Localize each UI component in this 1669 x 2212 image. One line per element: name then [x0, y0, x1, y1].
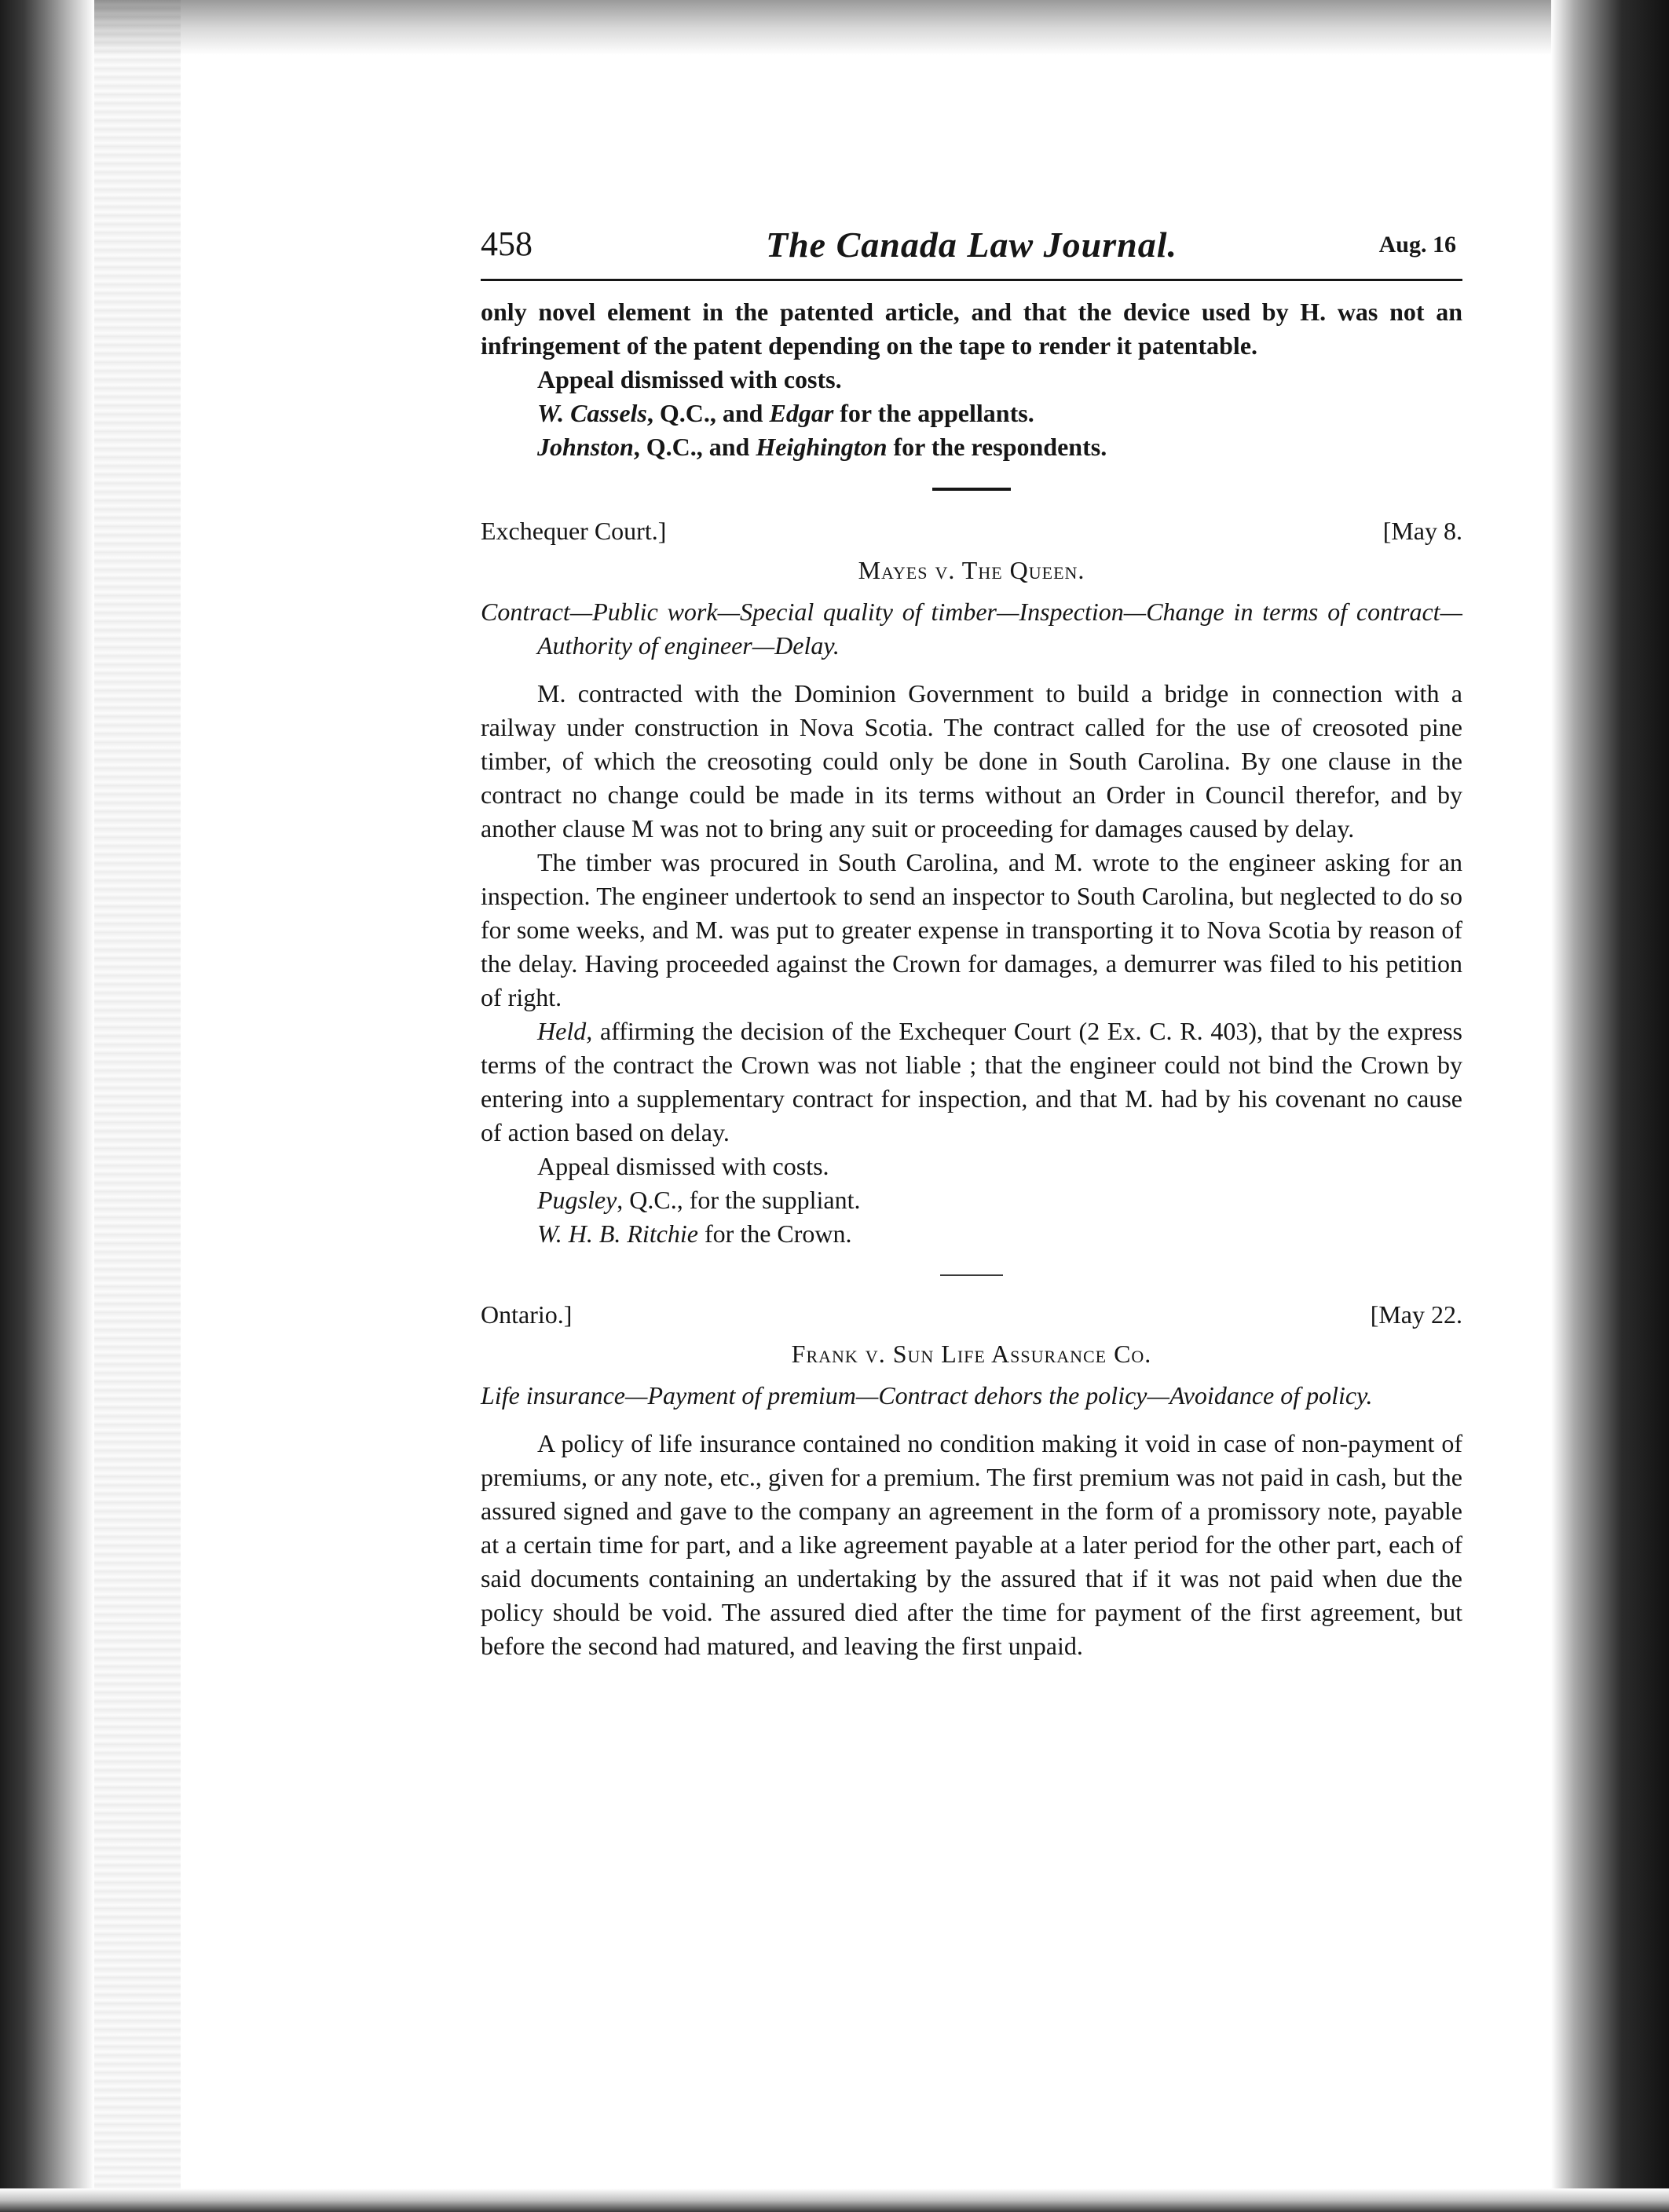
- held-text: affirming the decision of the Exchequer Court (2 Ex. C. R. 403), that by the express terms of the contract the Crown was not liable ; that the engineer could not bind the Crown by entering into a supplementary contract for inspection, and that M. had by his covenant no cause of action based on delay.: [481, 1017, 1462, 1146]
- continuation-paragraph: only novel element in the patented article, and that the device used by H. was not an infringement of the patent depending on the tape to render it patentable.: [481, 298, 1462, 360]
- court-name: Exchequer Court.]: [481, 517, 667, 545]
- counsel-name: Edgar: [769, 399, 834, 427]
- decision-date: [May 22.: [1370, 1300, 1462, 1329]
- case-title: Frank v. Sun Life Assurance Co.: [791, 1340, 1152, 1368]
- headnote: Contract—Public work—Special quality of timber—Inspection—Change in terms of contract—Authority of engineer—Delay.: [481, 598, 1462, 660]
- counsel-appellants-line: [481, 397, 1462, 430]
- counsel-text: , Q.C., and: [646, 399, 770, 427]
- counsel-text: , Q.C., and: [633, 433, 756, 461]
- counsel-name: W. Cassels: [537, 399, 647, 427]
- journal-title: The Canada Law Journal.: [766, 225, 1177, 265]
- scan-binding-shadow: [0, 0, 94, 2212]
- disposition-line: Appeal dismissed with costs.: [537, 365, 842, 393]
- counsel-suppliant-line: [481, 1183, 1462, 1217]
- counsel-text: for the appellants.: [833, 399, 1034, 427]
- section-divider: [932, 488, 1011, 491]
- counsel-name: W. H. B. Ritchie: [537, 1219, 698, 1248]
- body-paragraph: A policy of life insurance contained no condition making it void in case of non-payment of premiums, or any note, etc., given for a premium. The first premium was not paid in cash, but the assured signed and gave to the company an agreement in the form of a promissory note, payable at a certain time for part, and a like agreement payable at a later period for the other part, each of said documents containing an undertaking by the assured that if it was not paid when due the policy should be void. The assured died after the time for payment of the first agreement, but before the second had matured, and leaving the first unpaid.: [481, 1429, 1462, 1660]
- body-paragraph: M. contracted with the Dominion Government to build a bridge in connection with a railway under construction in Nova Scotia. The contract called for the use of creosoted pine timber, of which the creosoting could only be done in South Carolina. By one clause in the contract no change could be made in its terms without an Order in Council therefor, and by another clause M was not to bring any suit or proceeding for damages caused by delay.: [481, 679, 1462, 843]
- counsel-name: Heighington: [756, 433, 888, 461]
- held-paragraph: [481, 1015, 1462, 1150]
- body-paragraph: The timber was procured in South Carolina, and M. wrote to the engineer asking for an inspection. The engineer undertook to send an inspector to South Carolina, but neglected to do so for some weeks, and M. was put to greater expense in transporting it to Nova Scotia by reason of the delay. Having proceeded against the Crown for damages, a demurrer was filed to his petition of right.: [481, 848, 1462, 1011]
- court-line: [481, 514, 1462, 552]
- scan-top-edge: [0, 0, 1669, 55]
- counsel-crown-line: [481, 1217, 1462, 1251]
- journal-page: [481, 224, 1462, 1663]
- section-divider: [940, 1274, 1003, 1276]
- scan-bottom-edge: [0, 2188, 1669, 2212]
- running-head: [481, 224, 1462, 281]
- headnote: Life insurance—Payment of premium—Contract dehors the policy—Avoidance of policy.: [481, 1381, 1373, 1409]
- court-line: [481, 1298, 1462, 1336]
- counsel-name: Johnston: [537, 433, 634, 461]
- page-content: [481, 295, 1462, 1663]
- counsel-text: for the Crown.: [698, 1219, 852, 1248]
- decision-date: [May 8.: [1382, 517, 1462, 545]
- case-title: Mayes v. The Queen.: [858, 556, 1085, 584]
- scan-right-edge: [1551, 0, 1669, 2212]
- counsel-respondents-line: [481, 430, 1462, 464]
- counsel-text: , Q.C., for the suppliant.: [617, 1186, 861, 1214]
- held-word: Held,: [537, 1017, 593, 1045]
- page-number: 458: [481, 225, 533, 263]
- issue-date: Aug. 16: [1378, 232, 1456, 258]
- counsel-name: Pugsley: [537, 1186, 617, 1214]
- disposition-line: Appeal dismissed with costs.: [537, 1152, 829, 1180]
- counsel-text: for the respondents.: [887, 433, 1107, 461]
- scan-binding-texture: [94, 0, 181, 2212]
- court-name: Ontario.]: [481, 1300, 573, 1329]
